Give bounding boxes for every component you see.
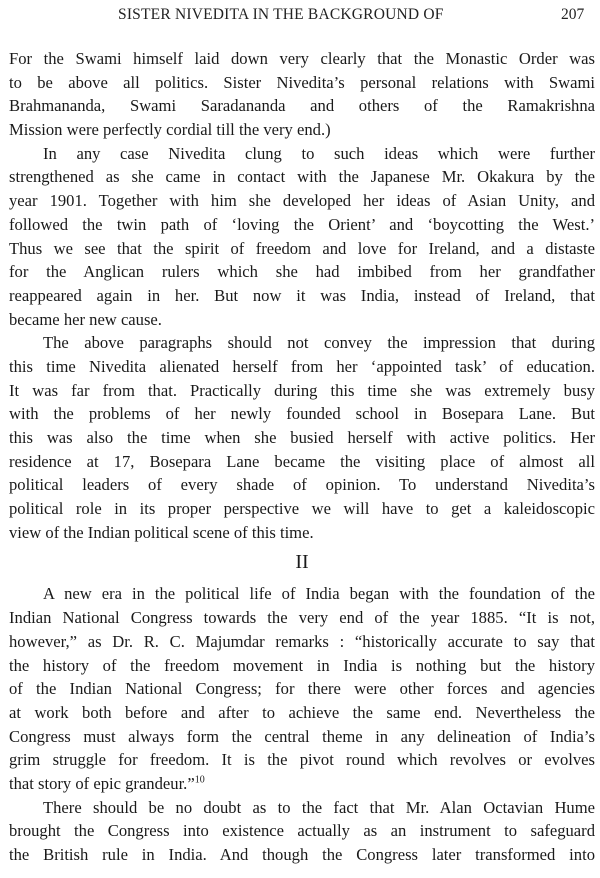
text-line: There should be no doubt as to the fact that Mr. Alan Octavian Hume <box>43 797 595 817</box>
text-line: view of the Indian political scene of this time. <box>9 522 314 542</box>
text-line: political role in its proper perspective we will have to get a kaleidoscopic <box>9 499 595 519</box>
text-line: A new era in the political life of India began with the foundation of the <box>43 584 595 604</box>
text-line: Mission were perfectly cordial till the very end.) <box>9 120 331 140</box>
page-number: 207 <box>561 6 585 23</box>
footnote-marker: 10 <box>194 774 205 786</box>
text-line: brought the Congress into existence actually as an instrument to safeguard <box>9 821 595 841</box>
text-line: Indian National Congress towards the very end of the year 1885. “It is not, <box>9 608 595 628</box>
text-line: for the Anglican rulers which she had imbibed from her grandfather <box>9 262 595 282</box>
text-line: of the Indian National Congress; for there were other forces and agencies <box>9 679 595 699</box>
text-line: It was far from that. Practically during this time she was extremely busy <box>9 380 595 400</box>
text-line: the history of the freedom movement in India is nothing but the history <box>9 655 595 675</box>
text-line: The above paragraphs should not convey the impression that during <box>43 333 595 353</box>
text-line: reappeared again in her. But now it was India, instead of Ireland, that <box>9 285 595 305</box>
text-line: followed the twin path of ‘loving the Orient’ and ‘boycotting the West.’ <box>9 214 595 234</box>
text-line: grim struggle for freedom. It is the pivot round which revolves or evolves <box>9 750 595 770</box>
text-line: to be above all politics. Sister Nivedita’s personal relations with Swami <box>9 72 595 92</box>
body-text <box>9 47 595 867</box>
text-line: Congress must always form the central theme in any delineation of India’s <box>9 726 595 746</box>
text-line: year 1901. Together with him she developed her ideas of Asian Unity, and <box>9 191 595 211</box>
text-line: at work both before and after to achieve the same end. Nevertheless the <box>9 702 595 722</box>
text-line: strengthened as she came in contact with the Japanese Mr. Okakura by the <box>9 167 595 187</box>
running-head-title: SISTER NIVEDITA IN THE BACKGROUND OF <box>118 6 444 23</box>
text-line: residence at 17, Bosepara Lane became the visiting place of almost all <box>9 451 595 471</box>
text-line: Thus we see that the spirit of freedom and love for Ireland, and a distaste <box>9 238 595 258</box>
text-line-content: that story of epic grandeur.” <box>9 773 195 793</box>
text-line: For the Swami himself laid down very clearly that the Monastic Order was <box>9 49 595 68</box>
text-line: became her new cause. <box>9 309 162 329</box>
text-line: this time Nivedita alienated herself from her ‘appointed task’ of education. <box>9 356 595 376</box>
text-line: however,” as Dr. R. C. Majumdar remarks : “historically accurate to say that <box>9 631 595 651</box>
text-line: In any case Nivedita clung to such ideas which were further <box>43 143 595 163</box>
text-line <box>9 772 595 796</box>
section-heading: II <box>295 551 309 574</box>
text-line: the British rule in India. And though the Congress later transformed into <box>9 845 595 864</box>
text-line: Brahmananda, Swami Saradananda and others of the Ramakrishna <box>9 96 595 116</box>
text-line: this was also the time when she busied herself with active politics. Her <box>9 428 595 447</box>
text-line: political leaders of every shade of opinion. To understand Nivedita’s <box>9 475 595 495</box>
text-line: with the problems of her newly founded school in Bosepara Lane. But <box>9 404 595 424</box>
